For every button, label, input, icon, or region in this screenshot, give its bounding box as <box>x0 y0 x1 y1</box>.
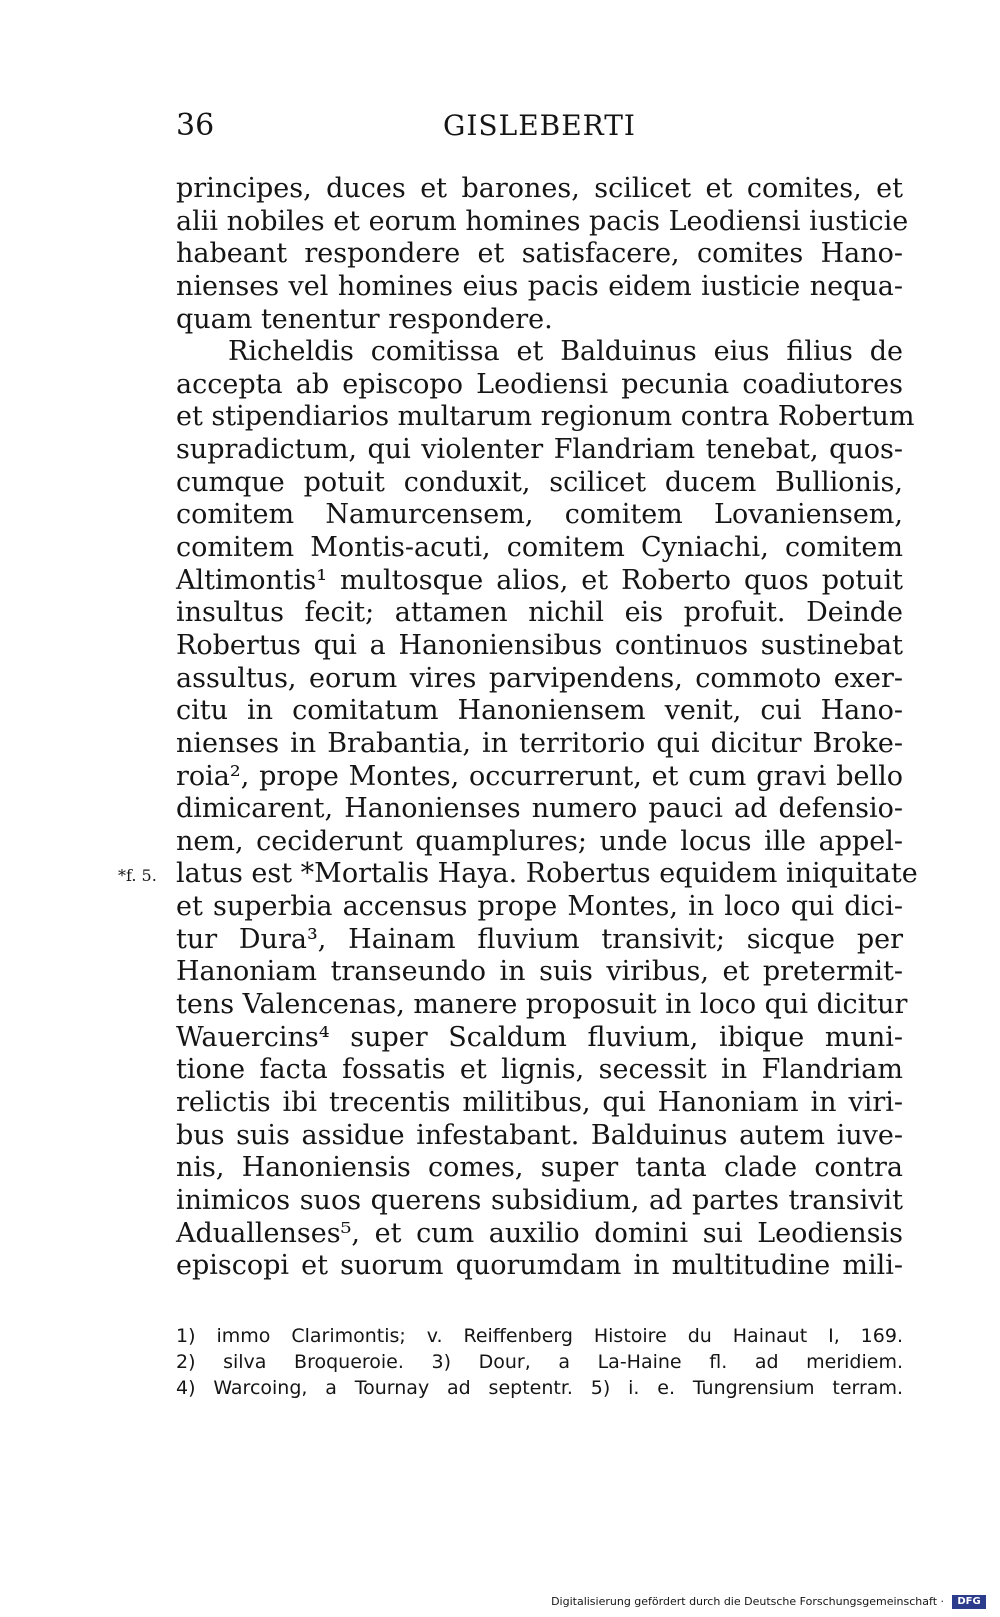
main-text <box>118 173 918 1283</box>
text-line: tur Dura³, Hainam fluvium transivit; sicque per <box>176 923 903 955</box>
text-line: nienses vel homines eius pacis eidem iusticie nequa- <box>176 270 903 302</box>
text-line: tens Valencenas, manere proposuit in loco qui dicitur <box>176 989 908 1021</box>
text-line: insultus fecit; attamen nichil eis profuit. Deinde <box>176 597 903 629</box>
text-line: comitem Namurcensem, comitem Lovaniensem, <box>176 499 903 531</box>
page-number: 36 <box>176 108 215 143</box>
text-line: cumque potuit conduxit, scilicet ducem Bullionis, <box>176 466 903 498</box>
text-line: latus est *Mortalis Haya. Robertus equidem iniquitate <box>176 858 918 890</box>
text-line: Altimontis¹ multosque alios, et Roberto quos potuit <box>176 564 903 596</box>
text-line: tione facta fossatis et lignis, secessit in Flandriam <box>176 1054 903 1086</box>
text-line: Robertus qui a Hanoniensibus continuos sustinebat <box>176 629 903 661</box>
footnotes <box>176 1323 903 1401</box>
running-title: GISLEBERTI <box>443 109 636 142</box>
footnote: 2) silva Broqueroie. 3) Dour, a La-Haine fl. ad meridiem. <box>176 1351 903 1373</box>
text-line: et superbia accensus prope Montes, in loco qui dici- <box>176 891 903 923</box>
text-line: accepta ab episcopo Leodiensi pecunia coadiutores <box>176 368 903 400</box>
text-line: episcopi et suorum quorumdam in multitudine mili- <box>176 1250 903 1282</box>
text-line: relictis ibi trecentis militibus, qui Hanoniam in viri- <box>176 1086 903 1118</box>
text-line: roia², prope Montes, occurrerunt, et cum gravi bello <box>176 760 903 792</box>
text-line: quam tenentur respondere. <box>176 303 553 335</box>
text-line: Aduallenses⁵, et cum auxilio domini sui Leodiensis <box>176 1217 903 1249</box>
text-line: bus suis assidue infestabant. Balduinus autem iuve- <box>176 1119 903 1151</box>
text-line: comitem Montis-acuti, comitem Cyniachi, comitem <box>176 532 903 564</box>
margin-note: *f. 5. <box>118 866 157 886</box>
text-line: dimicarent, Hanonienses numero pauci ad defensio- <box>176 793 903 825</box>
text-line: nem, ceciderunt quamplures; unde locus ille appel- <box>176 825 903 857</box>
text-line: habeant respondere et satisfacere, comites Hano- <box>176 238 903 270</box>
text-line: assultus, eorum vires parvipendens, commoto exer- <box>176 662 903 694</box>
page-header <box>176 106 903 146</box>
digitization-credit: Digitalisierung gefördert durch die Deutsche Forschungsgemeinschaft · <box>551 1595 944 1608</box>
dfg-logo: DFG <box>952 1595 986 1609</box>
text-line: Richeldis comitissa et Balduinus eius filius de <box>228 336 903 368</box>
text-line: principes, duces et barones, scilicet et comites, et <box>176 173 903 204</box>
footnote: 4) Warcoing, a Tournay ad septentr. 5) i. e. Tungrensium terram. <box>176 1377 903 1399</box>
text-line: et stipendiarios multarum regionum contra Robertum <box>176 401 915 433</box>
footnote: 1) immo Clarimontis; v. Reiffenberg Histoire du Hainaut I, 169. <box>176 1325 903 1347</box>
text-line: supradictum, qui violenter Flandriam tenebat, quos- <box>176 434 903 466</box>
text-line-with-margin-note <box>118 858 918 891</box>
text-line: Wauercins⁴ super Scaldum fluvium, ibique muni- <box>176 1021 903 1053</box>
text-line: alii nobiles et eorum homines pacis Leodiensi iusticie <box>176 205 909 237</box>
text-line: citu in comitatum Hanoniensem venit, cui Hano- <box>176 695 903 727</box>
text-line: nienses in Brabantia, in territorio qui dicitur Broke- <box>176 727 903 759</box>
text-line: nis, Hanoniensis comes, super tanta clade contra <box>176 1152 903 1184</box>
text-line: Hanoniam transeundo in suis viribus, et pretermit- <box>176 956 903 988</box>
text-line: inimicos suos querens subsidium, ad partes transivit <box>176 1184 903 1216</box>
